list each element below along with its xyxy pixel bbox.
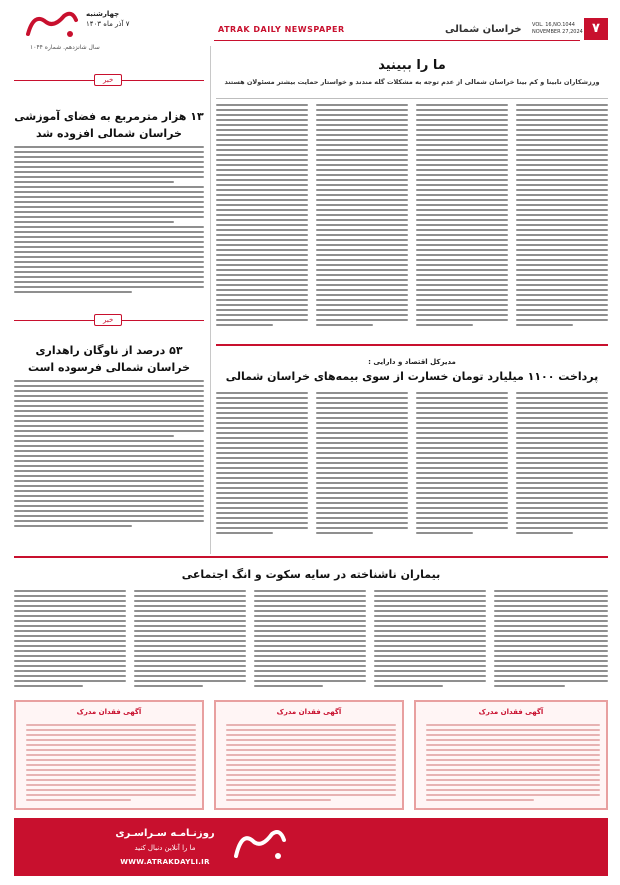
story2-tag: خبر — [94, 314, 122, 326]
footer-logo-icon — [228, 824, 288, 868]
header-issue: سال شانزدهم. شماره ۱۰۴۴ — [30, 44, 100, 51]
ad-title: آگهی فقدان مدرک — [76, 708, 142, 716]
footer-slogan: روزنـامـه سـراسـری — [115, 828, 215, 839]
story2-title[interactable]: ۵۳ درصد از ناوگان راهداری خراسان شمالی فرسوده است — [27, 344, 191, 374]
ad-box-left[interactable] — [14, 700, 204, 810]
date-en: NOVEMBER 27,2024 — [532, 29, 583, 35]
ad-title: آگهی فقدان مدرک — [478, 708, 544, 716]
ad-title: آگهی فقدان مدرک — [276, 708, 342, 716]
bottom-story-title[interactable]: بیماران ناشناخته در سایه سکوت و انگ اجتماعی — [181, 568, 441, 581]
footer-banner — [14, 818, 608, 876]
middle-story-kicker: مدیرکل اقتصاد و دارایی : — [368, 358, 456, 366]
top-story — [216, 54, 608, 340]
page-number-box — [584, 18, 608, 40]
top-story-title[interactable]: ما را ببینید — [378, 58, 446, 73]
bottom-story — [14, 556, 608, 694]
paper-logo — [20, 8, 80, 44]
volume-info — [532, 22, 583, 36]
footer-subline: ما را آنلاین دنبال کنید — [134, 844, 196, 852]
ad-box-middle[interactable] — [214, 700, 404, 810]
story1-title[interactable]: ۱۳ هزار مترمربع به فضای آموزشی خراسان شمالی افزوده شد — [14, 110, 204, 140]
middle-story — [216, 344, 608, 550]
volume-number: VOL. 16,NO.1044 — [532, 22, 575, 28]
paper-name: ATRAK DAILY NEWSPAPER — [218, 25, 345, 34]
top-story-lead: ورزشکاران نابینا و کم بینا خراسان شمالی از عدم توجه به مشکلات گله مندند و خواستار حمایت بیشتر مسئولان هستند — [224, 78, 600, 86]
ads-row — [14, 700, 608, 812]
section-name: خراسان شمالی — [445, 24, 522, 35]
header-date-fa: ۷ آذر ماه ۱۴۰۳ — [86, 20, 130, 28]
logo-mark-icon — [20, 8, 80, 44]
footer-url[interactable]: WWW.ATRAKDAYLI.IR — [120, 858, 210, 866]
left-column — [14, 76, 204, 560]
header-day: چهارشنبه — [86, 10, 120, 18]
page-number: ۷ — [592, 21, 600, 36]
page-header — [0, 0, 620, 62]
ad-box-right[interactable] — [414, 700, 608, 810]
story1-tag: خبر — [94, 74, 122, 86]
middle-story-title[interactable]: پرداخت ۱۱۰۰ میلیارد تومان خسارت از سوی بیمه‌های خراسان شمالی — [225, 370, 599, 383]
footer-logo — [228, 824, 288, 868]
